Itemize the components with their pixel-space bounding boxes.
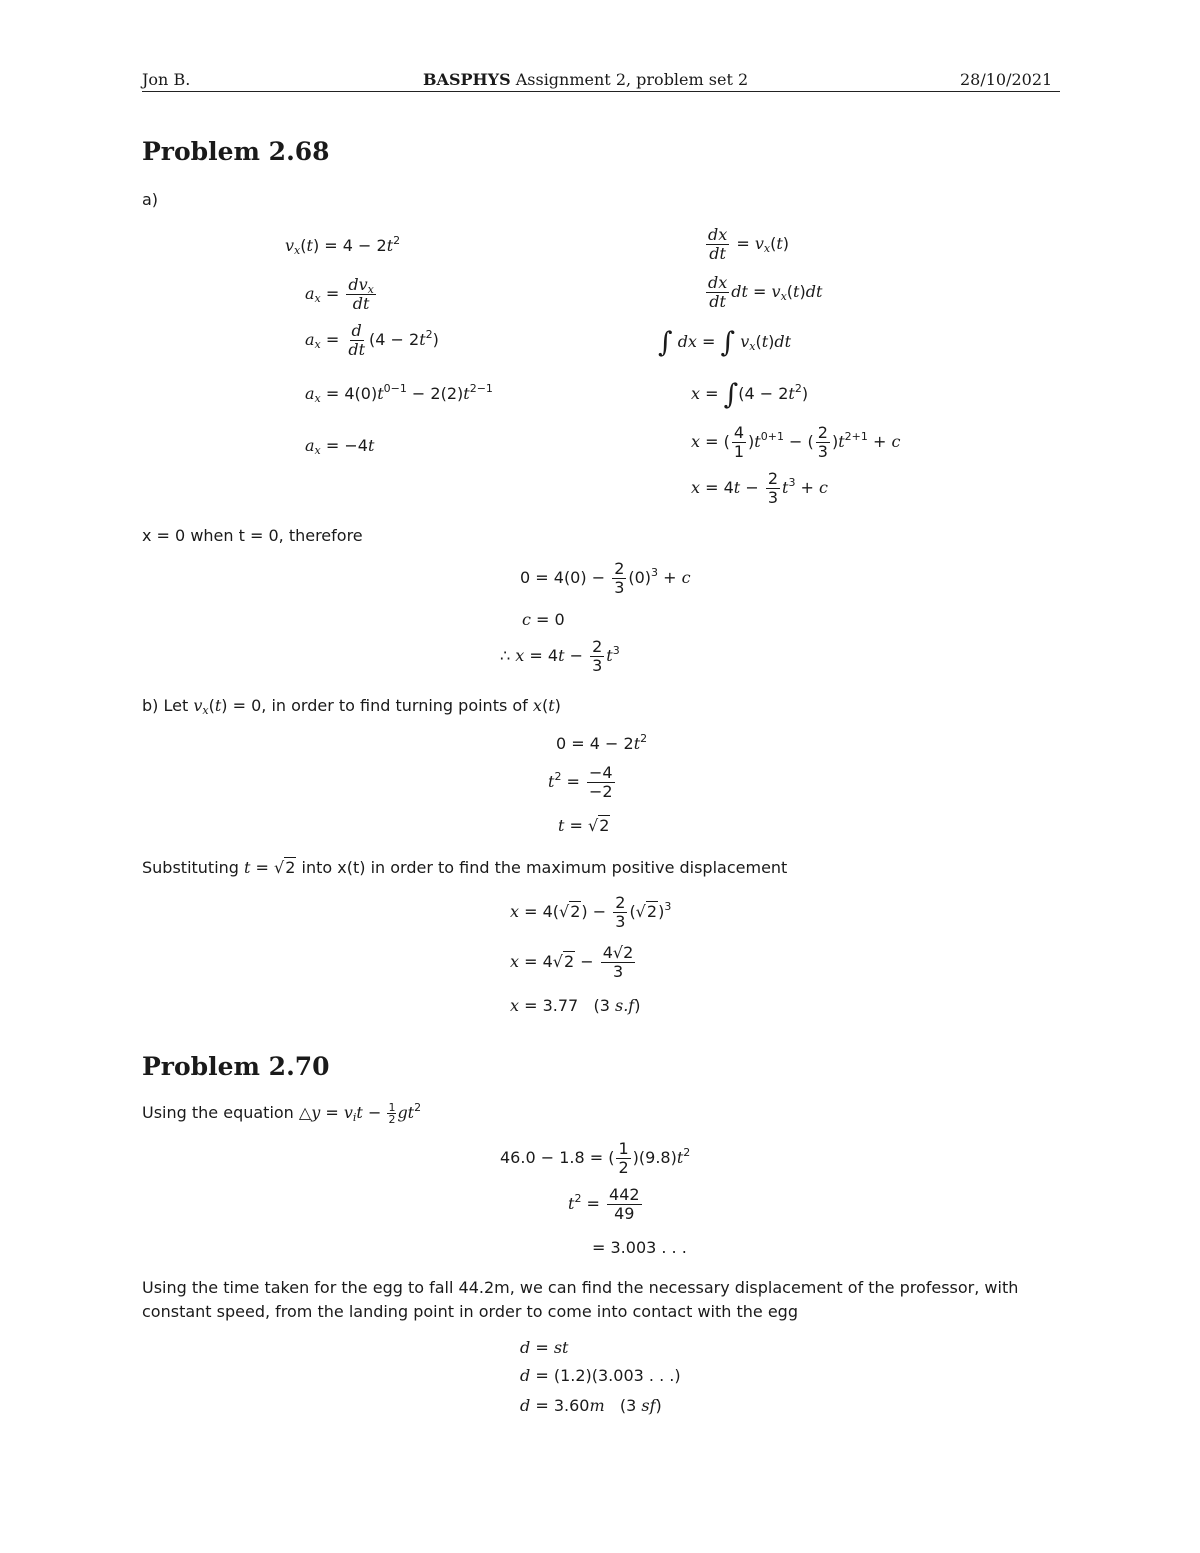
eq-x-final: ∴ x = 4t − $\frac{2}{3}$ $t^3$ — [500, 637, 620, 675]
substituting-text: Substituting t = √2 into x(t) in order to find the maximum positive displacement — [142, 858, 788, 877]
part-b-prefix: b) Let — [142, 696, 194, 715]
eq-accel-result: $a_x = -4t$ — [305, 436, 375, 457]
eq-c-zero: c = 0 — [522, 610, 565, 629]
eq-dxdt-dt: $\frac{dx}{dt}$ dt = $v_x(t)dt$ — [708, 273, 823, 311]
eq-accel-power: $a_x = 4(0)t^{0-1} - 2(2)t^{2-1}$ — [305, 382, 493, 405]
part-b-text: b) Let $v_x(t) = 0$, in order to find turning points of x(t) — [142, 696, 561, 717]
eq-integral-sub: $x = \int(4 - 2t^2)$ — [691, 377, 809, 411]
eq-dxdt: $\frac{dx}{dt}$ = $v_x(t)$ — [708, 225, 790, 263]
part-b-suffix: , in order to find turning points of — [261, 696, 533, 715]
eq-accel-deriv: $a_x$ = $\frac{d}{dt}$ $(4 - 2t^2)$ — [305, 321, 439, 359]
eq-x-general: x = 4t − $\frac{2}{3}$ $t^3 + c$ — [691, 469, 828, 507]
eq-d-sub: d = (1.2)(3.003 . . .) — [520, 1366, 681, 1385]
eq-t-root: t = √2 — [558, 816, 610, 835]
eq-t2-value: = 3.003 . . . — [592, 1238, 687, 1257]
eq-accel-def: $a_x$ = $\frac{dv_x}{dt}$ — [305, 275, 374, 313]
eq-d-value: d = 3.60m (3 sf) — [520, 1396, 662, 1415]
substituting-suffix: into x(t) in order to find the maximum positive displacement — [296, 858, 788, 877]
using-equation-label: Using the equation — [142, 1103, 299, 1122]
header-title — [423, 70, 748, 90]
using-equation-text: Using the equation △y = $v_it$ − $\frac{1}{2}$ $gt^2$ — [142, 1101, 422, 1126]
problem-268-heading: Problem 2.68 — [142, 137, 330, 166]
eq-velocity: $v_x(t) = 4 - 2t^2$ — [285, 234, 401, 257]
eq-x-sub: x = 4(√2) − $\frac{2}{3}$ $(√2)^3$ — [510, 893, 672, 931]
eq-d-def: d = st — [520, 1338, 569, 1357]
eq-x-value: x = 3.77 (3 s.f) — [510, 996, 641, 1015]
eq-integral: ∫ dx = ∫ $v_x(t)dt$ — [658, 325, 792, 359]
eq-integrated: x = ( $\frac{4}{1}$ )$t^{0+1}$ − ( $\frac{2}{3}$ )$t^{2+1} + c$ — [691, 423, 901, 461]
x-zero-text: x = 0 when t = 0, therefore — [142, 526, 363, 545]
substituting-prefix: Substituting — [142, 858, 245, 877]
eq-t-squared: $t^2$ = $\frac{-4}{-2}$ — [548, 763, 613, 801]
header-author: Jon B. — [142, 70, 191, 89]
header-rule — [142, 91, 1060, 92]
eq-t2-frac: $t^2$ = $\frac{442}{49}$ — [568, 1185, 640, 1223]
header-course: BASPHYS — [423, 70, 511, 89]
eq-turning-zero: $0 = 4 - 2t^2$ — [556, 732, 648, 753]
time-taken-text: Using the time taken for the egg to fall 44.2m, we can find the necessary displacement of the professor, with constant speed, from the landing point in order to come into contact with the egg — [142, 1278, 1019, 1321]
header-date: 28/10/2021 — [960, 70, 1053, 89]
eq-c-solve: 0 = 4(0) − $\frac{2}{3}$ $(0)^3 + c$ — [520, 559, 691, 597]
header-title-rest: Assignment 2, problem set 2 — [510, 70, 749, 89]
part-a-label: a) — [142, 190, 159, 209]
eq-x-simplified: x = 4√2 − $\frac{4√2}{3}$ — [510, 943, 634, 981]
eq-fall: 46.0 − 1.8 = ( $\frac{1}{2}$ )$(9.8)t^2$ — [500, 1139, 691, 1177]
problem-270-heading: Problem 2.70 — [142, 1052, 330, 1081]
